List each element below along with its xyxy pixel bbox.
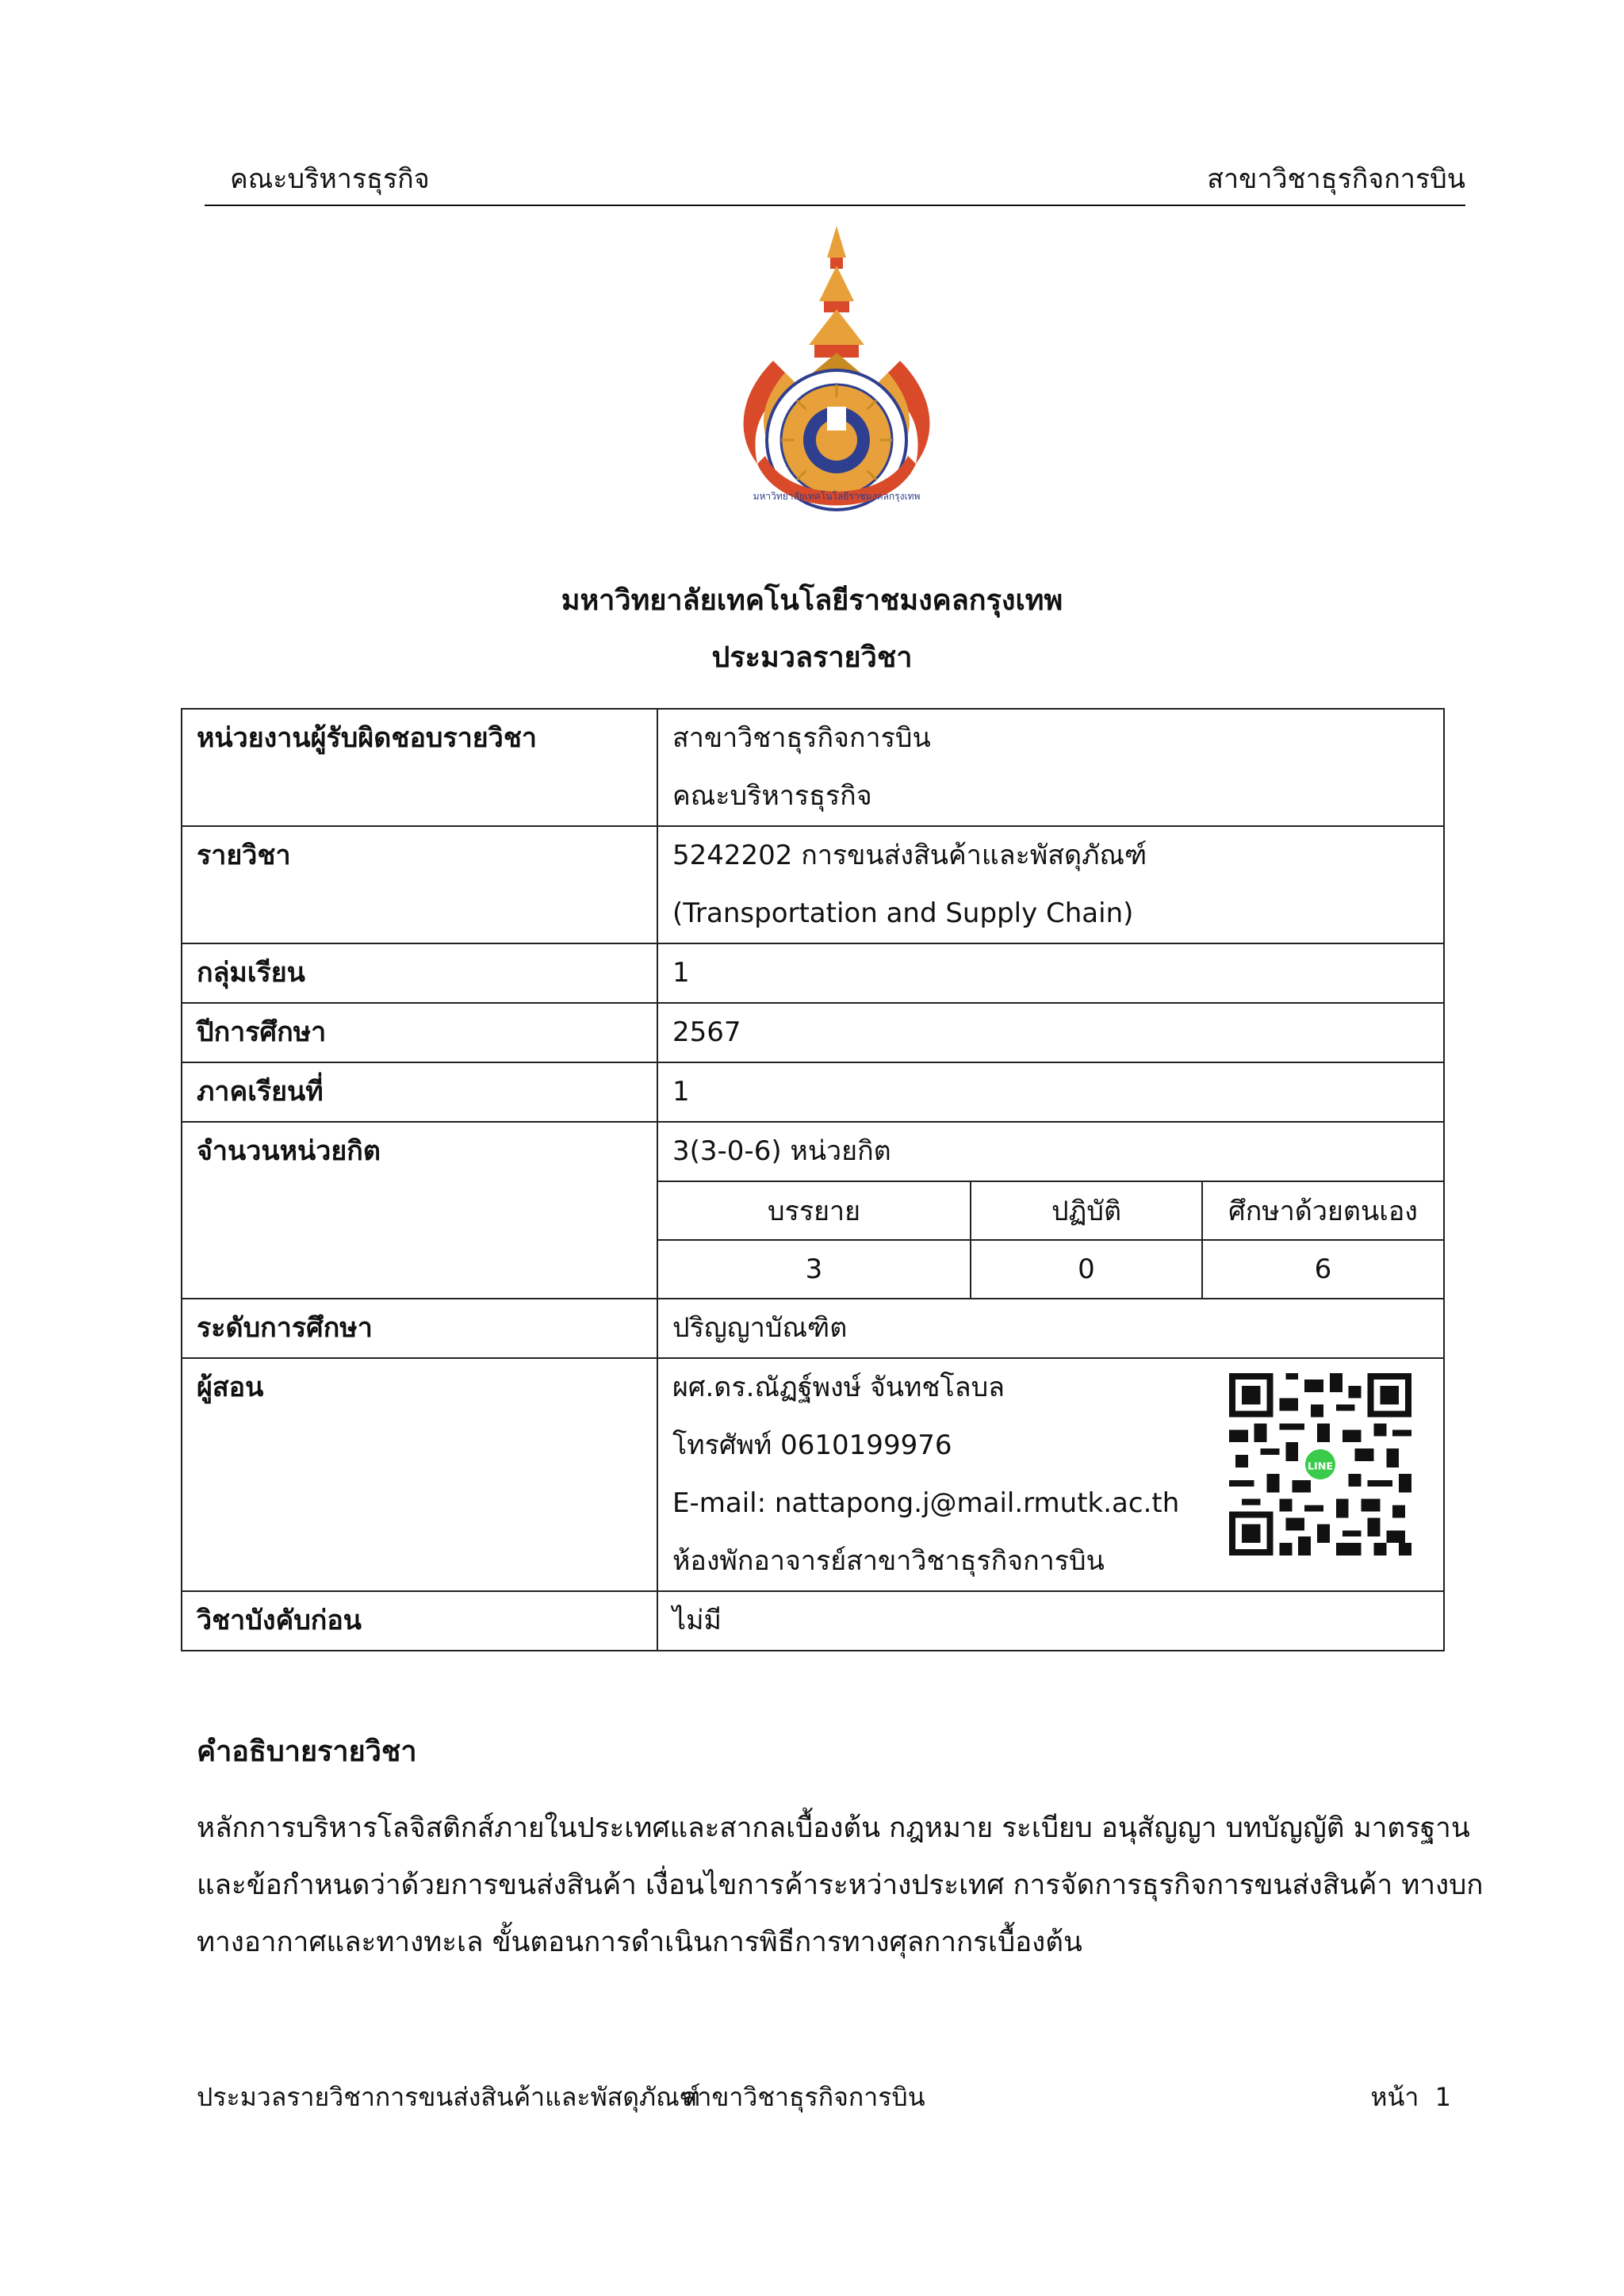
group-label: กลุ่มเรียน bbox=[182, 943, 657, 1003]
table-row bbox=[182, 1591, 1444, 1651]
table-row bbox=[182, 1358, 1444, 1591]
prerequisite-value: ไม่มี bbox=[672, 1605, 722, 1636]
header-divider bbox=[205, 205, 1465, 206]
university-title: มหาวิทยาลัยเทคโนโลยีราชมงคลกรุงเทพ bbox=[561, 584, 1063, 617]
responsible-faculty: คณะบริหารธุรกิจ bbox=[672, 780, 872, 812]
credits-lecture-value: 3 bbox=[658, 1240, 971, 1298]
footer-course-title: ประมวลรายวิชาการขนส่งสินค้าและพัสดุภัณฑ์ bbox=[197, 2082, 701, 2112]
course-info-table bbox=[181, 708, 1445, 1651]
credits-self-study-value: 6 bbox=[1202, 1240, 1443, 1298]
description-line: หลักการบริหารโลจิสติกส์ภายในประเทศและสากลเบื้องต้น กฎหมาย ระเบียบ อนุสัญญา บทบัญญัติ มาตรฐาน bbox=[197, 1812, 1470, 1844]
course-label: รายวิชา bbox=[182, 826, 657, 943]
description-line: และข้อกำหนดว่าด้วยการขนส่งสินค้า เงื่อนไขการค้าระหว่างประเทศ การจัดการธุรกิจการขนส่งสินค้า ทางบก bbox=[197, 1869, 1484, 1901]
document-title: ประมวลรายวิชา bbox=[711, 641, 913, 674]
instructor-phone: โทรศัพท์ 0610199976 bbox=[672, 1429, 952, 1461]
table-row bbox=[182, 1122, 1444, 1299]
instructor-name: ผศ.ดร.ณัฏฐ์พงษ์ จันทชโลบล bbox=[672, 1372, 1005, 1403]
semester-value: 1 bbox=[672, 1076, 690, 1108]
instructor-office: ห้องพักอาจารย์สาขาวิชาธุรกิจการบิน bbox=[672, 1545, 1105, 1577]
course-code-thai: 5242202 การขนส่งสินค้าและพัสดุภัณฑ์ bbox=[672, 840, 1147, 871]
table-row bbox=[182, 1003, 1444, 1062]
course-name-english: (Transportation and Supply Chain) bbox=[672, 897, 1134, 929]
credits-practice-value: 0 bbox=[971, 1240, 1202, 1298]
table-row bbox=[182, 1062, 1444, 1122]
university-seal-icon bbox=[726, 226, 948, 519]
footer-page-number: หน้า 1 bbox=[1370, 2082, 1451, 2112]
instructor-email: E-mail: nattapong.j@mail.rmutk.ac.th bbox=[672, 1487, 1180, 1519]
group-value: 1 bbox=[672, 957, 690, 989]
credits-label: จำนวนหน่วยกิต bbox=[182, 1122, 657, 1299]
level-label: ระดับการศึกษา bbox=[182, 1299, 657, 1358]
description-line: ทางอากาศและทางทะเล ขั้นตอนการดำเนินการพิธีการทางศุลกากรเบื้องต้น bbox=[197, 1927, 1082, 1958]
table-row bbox=[182, 826, 1444, 943]
header-department: สาขาวิชาธุรกิจการบิน bbox=[1207, 163, 1465, 195]
credits-header-self-study: ศึกษาด้วยตนเอง bbox=[1202, 1181, 1443, 1240]
description-heading: คำอธิบายรายวิชา bbox=[197, 1735, 417, 1768]
seal-text: มหาวิทยาลัยเทคโนโลยีราชมงคลกรุงเทพ bbox=[753, 491, 921, 502]
credits-header-practice: ปฏิบัติ bbox=[971, 1181, 1202, 1240]
line-qr-code-icon bbox=[1229, 1373, 1411, 1556]
credits-total: 3(3-0-6) หน่วยกิต bbox=[672, 1135, 891, 1167]
responsible-value bbox=[657, 709, 1444, 826]
table-row bbox=[182, 943, 1444, 1003]
year-label: ปีการศึกษา bbox=[182, 1003, 657, 1062]
level-value: ปริญญาบัณฑิต bbox=[672, 1312, 848, 1344]
prerequisite-label: วิชาบังคับก่อน bbox=[182, 1591, 657, 1651]
credits-header-lecture: บรรยาย bbox=[658, 1181, 971, 1240]
year-value: 2567 bbox=[672, 1016, 741, 1048]
footer-department: สาขาวิชาธุรกิจการบิน bbox=[682, 2082, 925, 2112]
credits-value bbox=[657, 1122, 1444, 1299]
responsible-label: หน่วยงานผู้รับผิดชอบรายวิชา bbox=[182, 709, 657, 826]
instructor-value bbox=[657, 1358, 1444, 1591]
header-faculty: คณะบริหารธุรกิจ bbox=[230, 163, 430, 195]
semester-label: ภาคเรียนที่ bbox=[182, 1062, 657, 1122]
responsible-department: สาขาวิชาธุรกิจการบิน bbox=[672, 722, 931, 754]
line-badge-text: LINE bbox=[1307, 1460, 1334, 1472]
course-value bbox=[657, 826, 1444, 943]
instructor-label: ผู้สอน bbox=[182, 1358, 657, 1591]
table-row bbox=[182, 1299, 1444, 1358]
credits-breakdown bbox=[658, 1181, 1443, 1298]
table-row bbox=[182, 709, 1444, 826]
